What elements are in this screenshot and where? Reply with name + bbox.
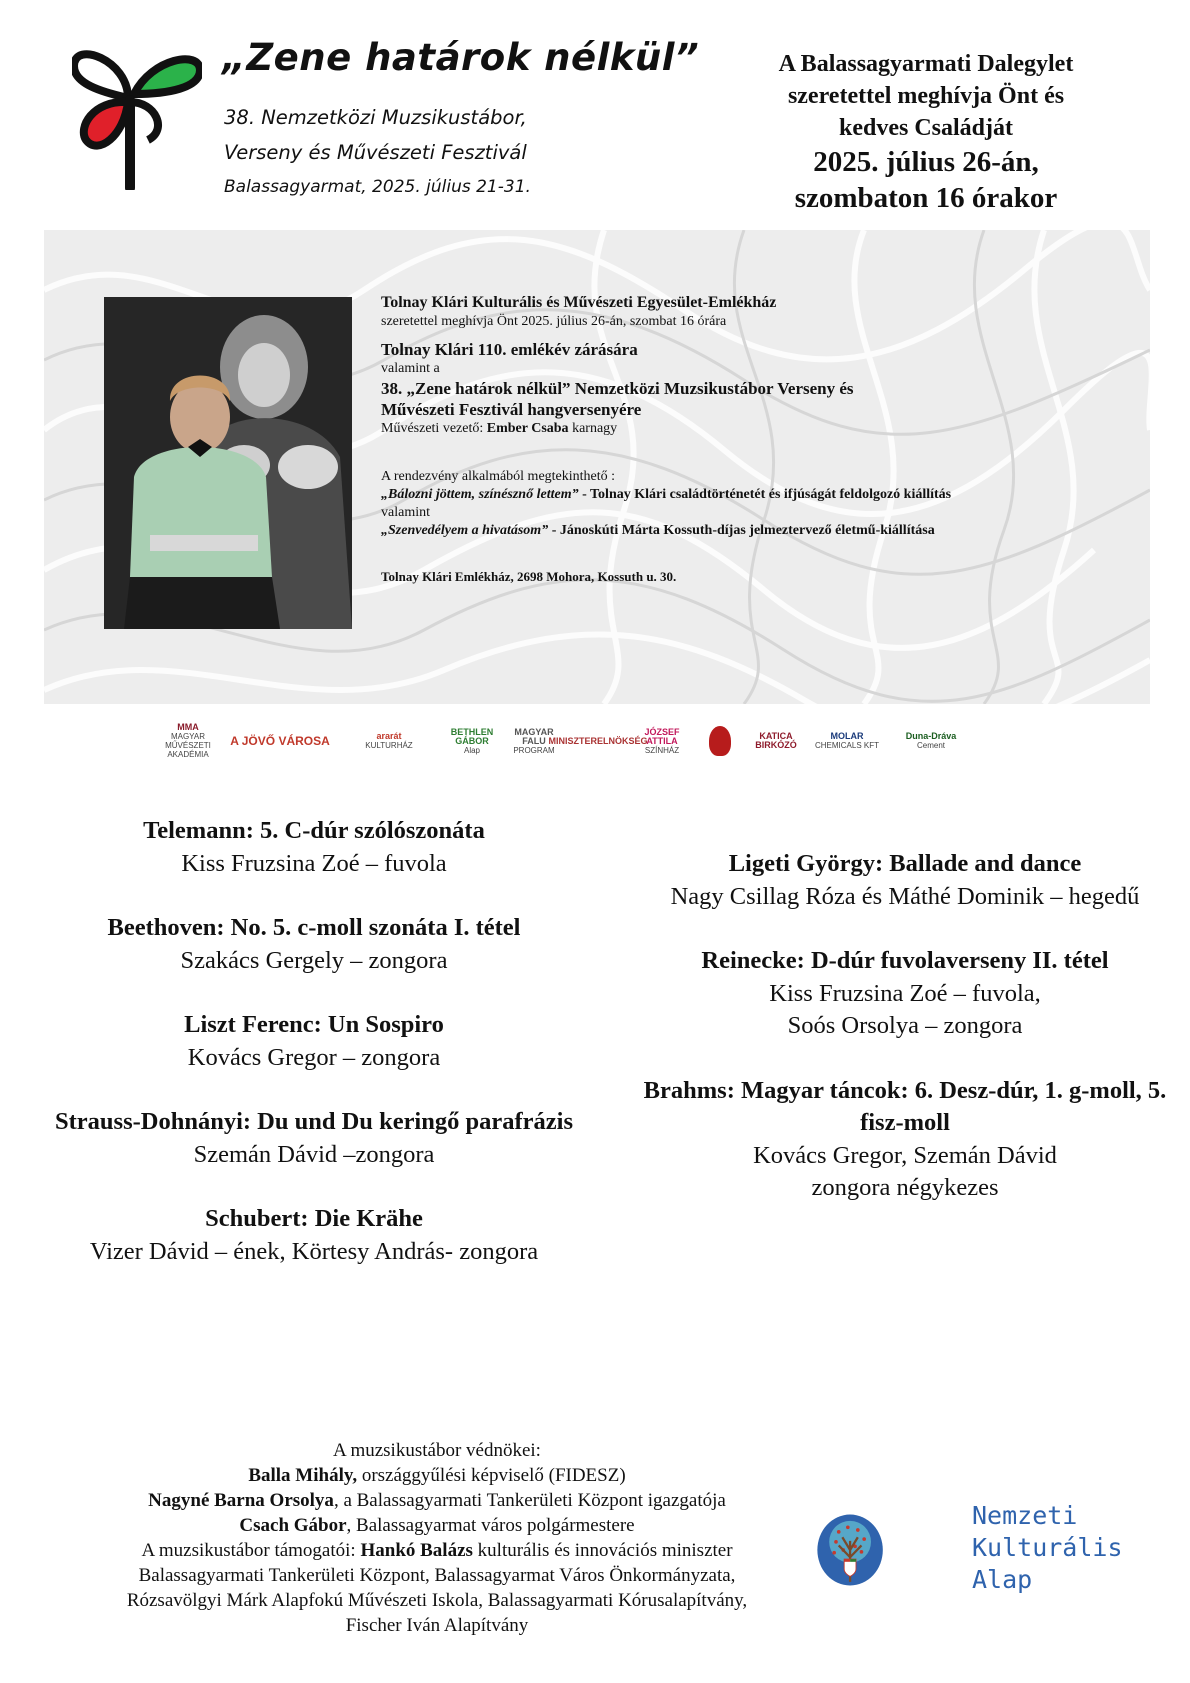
sponsor-name: MINISZTERELNÖKSÉG <box>548 735 648 746</box>
program-item <box>625 945 1185 1043</box>
patron-line <box>64 1488 810 1513</box>
sponsor-name: Duna-Dráva <box>905 731 957 741</box>
program-item-performer: Kiss Fruzsina Zoé – fuvola, <box>769 979 1041 1007</box>
banner-exhibit-1 <box>381 486 1081 504</box>
sponsor-logo <box>448 719 496 763</box>
patron-name: Csach Gábor <box>239 1515 347 1536</box>
sponsor-name: JÓZSEF ATTILA <box>644 726 680 746</box>
banner-event-2a: 38. „Zene határok nélkül” Nemzetközi Muzsikustábor Verseny és <box>381 379 854 398</box>
patrons-block <box>64 1438 810 1638</box>
exhibit-1-desc: - Tolnay Klári családtörténetét és ifjúságát feldolgozó kiállítás <box>578 487 952 502</box>
director-name: Ember Csaba <box>486 421 569 436</box>
sponsor-caption: KULTURHÁZ <box>365 741 413 750</box>
program-item-performer: Szemán Dávid –zongora <box>193 1140 435 1168</box>
patron-text: országgyűlési képviselő (FIDESZ) <box>357 1465 626 1486</box>
exhibit-2-title: „Szenvedélyem a hivatásom” <box>381 523 549 538</box>
patron-line <box>64 1613 810 1638</box>
program-item <box>34 1203 594 1268</box>
sponsor-name: A JÖVŐ VÁROSA <box>230 733 330 748</box>
nka-line-3: Alap <box>972 1565 1033 1594</box>
banner-event-1: Tolnay Klári 110. emlékév zárására <box>381 340 638 359</box>
sponsor-logo <box>160 719 216 763</box>
patron-text: A muzsikustábor védnökei: <box>333 1440 541 1461</box>
banner-occasion: A rendezvény alkalmából megtekinthető : <box>381 469 616 484</box>
program-item-title: Schubert: Die Krähe <box>205 1205 423 1232</box>
program-item-title: Liszt Ferenc: Un Sospiro <box>184 1011 444 1038</box>
patron-line <box>64 1538 810 1563</box>
festival-subtitle <box>224 100 531 205</box>
sponsor-caption: Alap <box>463 745 480 755</box>
banner-director <box>381 420 1081 438</box>
program-item-performer: Vizer Dávid – ének, Körtesy András- zongora <box>89 1237 539 1265</box>
patron-text: Fischer Iván Alapítvány <box>345 1615 529 1636</box>
patron-text: , Balassagyarmat város polgármestere <box>346 1515 635 1536</box>
program-item <box>625 848 1185 913</box>
banner-invite: szeretettel meghívja Önt 2025. július 26-án, szombat 16 órára <box>381 314 727 329</box>
invitation-line-1: A Balassagyarmati Dalegylet <box>778 51 1074 77</box>
sponsor-caption: Cement <box>916 741 945 750</box>
sponsor-logo <box>700 719 740 763</box>
program-item-title: Strauss-Dohnányi: Du und Du keringő parafrázis <box>55 1108 573 1135</box>
sponsor-logo <box>638 719 686 763</box>
program-item-performer: Soós Orsolya – zongora <box>787 1012 1023 1039</box>
program-item <box>34 1009 594 1074</box>
patron-line <box>64 1563 810 1588</box>
patron-name: Nagyné Barna Orsolya <box>148 1490 334 1511</box>
sponsor-logo <box>896 719 966 763</box>
sponsor-name: MOLAR <box>830 731 864 741</box>
festival-line-1: 38. Nemzetközi Muzsikustábor, <box>224 106 527 129</box>
program-item-performer: Szakács Gergely – zongora <box>180 946 448 974</box>
sponsor-emblem-icon <box>709 726 731 756</box>
program-item <box>34 1106 594 1171</box>
patron-line <box>64 1588 810 1613</box>
sponsor-caption: PROGRAM <box>513 745 555 755</box>
sponsor-caption: SZÍNHÁZ <box>644 745 680 755</box>
program-item-title: Reinecke: D-dúr fuvolaverseny II. tétel <box>701 947 1109 974</box>
sponsor-name: ararát <box>376 731 402 741</box>
program-item <box>34 912 594 977</box>
sponsor-logo <box>230 719 330 763</box>
program-left-column <box>34 815 594 1300</box>
nka-line-1: Nemzeti <box>972 1501 1078 1530</box>
tolnay-klari-portrait <box>104 297 352 629</box>
program-item-performer: Kovács Gregor – zongora <box>187 1043 441 1071</box>
patron-text: kulturális és innovációs miniszter <box>472 1540 733 1561</box>
exhibit-2-desc: - Jánoskúti Márta Kossuth-díjas jelmeztervező életmű-kiállítása <box>548 523 935 538</box>
festival-logo-icon <box>72 40 202 190</box>
program-item-performer: zongora négykezes <box>811 1174 999 1201</box>
banner-address: Tolnay Klári Emlékház, 2698 Mohora, Kossuth u. 30. <box>381 569 677 584</box>
sponsor-logo <box>812 719 882 763</box>
nka-logo-icon <box>816 1470 966 1630</box>
invitation-date: 2025. július 26-án, <box>813 146 1039 178</box>
banner-event-2b: Művészeti Fesztivál hangversenyére <box>381 400 642 419</box>
patron-line <box>64 1463 810 1488</box>
nka-logo-text <box>972 1500 1123 1596</box>
festival-line-3: Balassagyarmat, 2025. július 21-31. <box>224 177 531 197</box>
festival-line-2: Verseny és Művészeti Fesztivál <box>224 141 527 164</box>
banner-exhibit-2 <box>381 522 1081 540</box>
festival-title: „Zene határok nélkül” <box>222 36 700 79</box>
patron-text: , a Balassagyarmati Tankerületi Központ igazgatója <box>333 1490 726 1511</box>
invitation-block <box>690 48 1162 216</box>
patron-text: Rózsavölgyi Márk Alapfokú Művészeti Iskola, Balassagyarmati Kórusalapítvány, <box>126 1590 748 1611</box>
program-item <box>625 1075 1185 1205</box>
patron-name: Balla Mihály, <box>248 1465 358 1486</box>
program-item-title: Brahms: Magyar táncok: 6. Desz-dúr, 1. g-moll, 5. fisz-moll <box>643 1076 1167 1136</box>
sponsor-name: KATICA BIRKÓZÓ <box>755 731 797 750</box>
patron-name: Hankó Balázs <box>360 1540 473 1561</box>
sponsor-logos <box>160 716 1040 766</box>
program-item-performer: Nagy Csillag Róza és Máthé Dominik – hegedű <box>670 882 1140 910</box>
banner-organisation: Tolnay Klári Kulturális és Művészeti Egyesület-Emlékház <box>381 294 777 311</box>
patron-text: A muzsikustábor támogatói: <box>141 1540 361 1561</box>
sponsor-caption: CHEMICALS KFT <box>814 741 879 750</box>
director-label: Művészeti vezető: <box>381 421 487 436</box>
invitation-line-3: kedves Családját <box>838 115 1013 141</box>
director-suffix: karnagy <box>568 421 618 436</box>
patron-line <box>64 1513 810 1538</box>
sponsor-logo <box>344 719 434 763</box>
program-item-performer: Kiss Fruzsina Zoé – fuvola <box>181 849 447 877</box>
sponsor-name: BETHLEN GÁBOR <box>450 726 494 746</box>
program-item <box>34 815 594 880</box>
sponsor-name: MAGYAR FALU <box>514 726 554 746</box>
sponsor-logo <box>548 719 648 763</box>
program-item-title: Beethoven: No. 5. c-moll szonáta I. tétel <box>107 914 521 941</box>
program-item-performer: Kovács Gregor, Szemán Dávid <box>753 1141 1057 1169</box>
sponsor-name: MMA <box>177 722 199 732</box>
program-item-title: Telemann: 5. C-dúr szólószonáta <box>143 817 485 844</box>
banner-also: valamint a <box>381 361 440 376</box>
sponsor-logo <box>754 719 798 763</box>
invitation-line-2: szeretettel meghívja Önt és <box>787 83 1065 109</box>
sponsor-caption: MAGYAR MŰVÉSZETI AKADÉMIA <box>165 732 211 759</box>
invitation-time: szombaton 16 órakor <box>794 182 1058 214</box>
program-item-title: Ligeti György: Ballade and dance <box>728 850 1082 877</box>
exhibit-1-title: „Bálozni jöttem, színésznő lettem” <box>381 487 579 502</box>
patron-line <box>64 1438 810 1463</box>
nka-line-2: Kulturális <box>972 1533 1123 1562</box>
program-right-column <box>625 848 1185 1237</box>
patron-text: Balassagyarmati Tankerületi Központ, Balassagyarmat Város Önkormányzata, <box>138 1565 736 1586</box>
banner-text <box>381 293 1081 586</box>
banner-and: valamint <box>381 505 430 520</box>
